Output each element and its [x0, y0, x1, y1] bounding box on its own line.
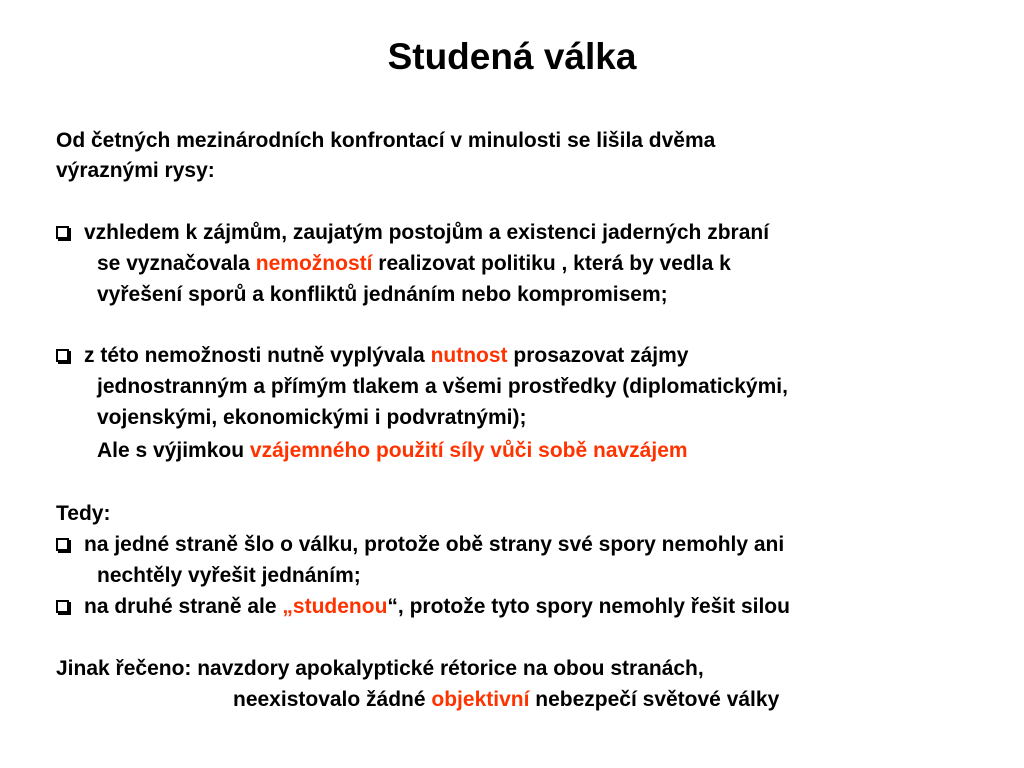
highlight-vzajemneho: vzájemného použití síly vůči sobě navzájem — [249, 439, 688, 462]
point-2-text-1b: prosazovat zájmy — [507, 344, 689, 367]
tedy-item-1-line-1 — [56, 530, 784, 560]
checkbox-bullet-icon — [56, 226, 69, 239]
tedy-item-2-text-a: na druhé straně ale — [84, 595, 283, 618]
tedy-item-1-line-2: nechtěly vyřešit jednáním; — [97, 564, 361, 587]
tedy-item-2-text-b: “, protože tyto spory nemohly řešit silou — [387, 595, 790, 618]
point-2-line-2: jednostranným a přímým tlakem a všemi prostředky (diplomatickými, — [97, 375, 788, 398]
conclusion-text-2b: nebezpečí světové války — [529, 688, 780, 711]
tedy-item-1-text-1: na jedné straně šlo o válku, protože obě strany své spory nemohly ani — [84, 533, 785, 556]
point-1-line-2 — [97, 249, 731, 279]
point-2-note — [97, 436, 688, 466]
checkbox-bullet-icon — [56, 600, 69, 613]
highlight-studenou: „studenou — [282, 595, 388, 618]
point-1-text-2b: realizovat politiku , která by vedla k — [372, 252, 731, 275]
conclusion-line-1: Jinak řečeno: navzdory apokalyptické rétorice na obou stranách, — [56, 657, 704, 680]
intro-line-1: Od četných mezinárodních konfrontací v minulosti se lišila dvěma — [56, 129, 716, 152]
highlight-nutnost: nutnost — [430, 344, 508, 367]
highlight-objektivni: objektivní — [431, 688, 530, 711]
point-1-text-1: vzhledem k zájmům, zaujatým postojům a existenci jaderných zbraní — [84, 221, 770, 244]
point-1-text-2a: se vyznačovala — [97, 252, 256, 275]
point-1-line-3: vyřešení sporů a konfliktů jednáním nebo kompromisem; — [97, 283, 668, 306]
checkbox-bullet-icon — [56, 538, 69, 551]
conclusion-line-2 — [233, 685, 779, 715]
point-2-line-1 — [56, 341, 688, 371]
highlight-nemoznosti: nemožností — [255, 252, 373, 275]
tedy-item-2 — [56, 592, 790, 622]
checkbox-bullet-icon — [56, 349, 69, 362]
tedy-label: Tedy: — [56, 502, 111, 525]
point-1-line-1 — [56, 218, 769, 248]
conclusion-text-2a: neexistovalo žádné — [233, 688, 432, 711]
slide-title: Studená válka — [387, 36, 637, 77]
intro-line-2: výraznými rysy: — [56, 159, 215, 182]
point-2-note-text: Ale s výjimkou — [97, 439, 250, 462]
point-2-line-3: vojenskými, ekonomickými i podvratnými); — [97, 406, 527, 429]
point-2-text-1a: z této nemožnosti nutně vyplývala — [84, 344, 431, 367]
